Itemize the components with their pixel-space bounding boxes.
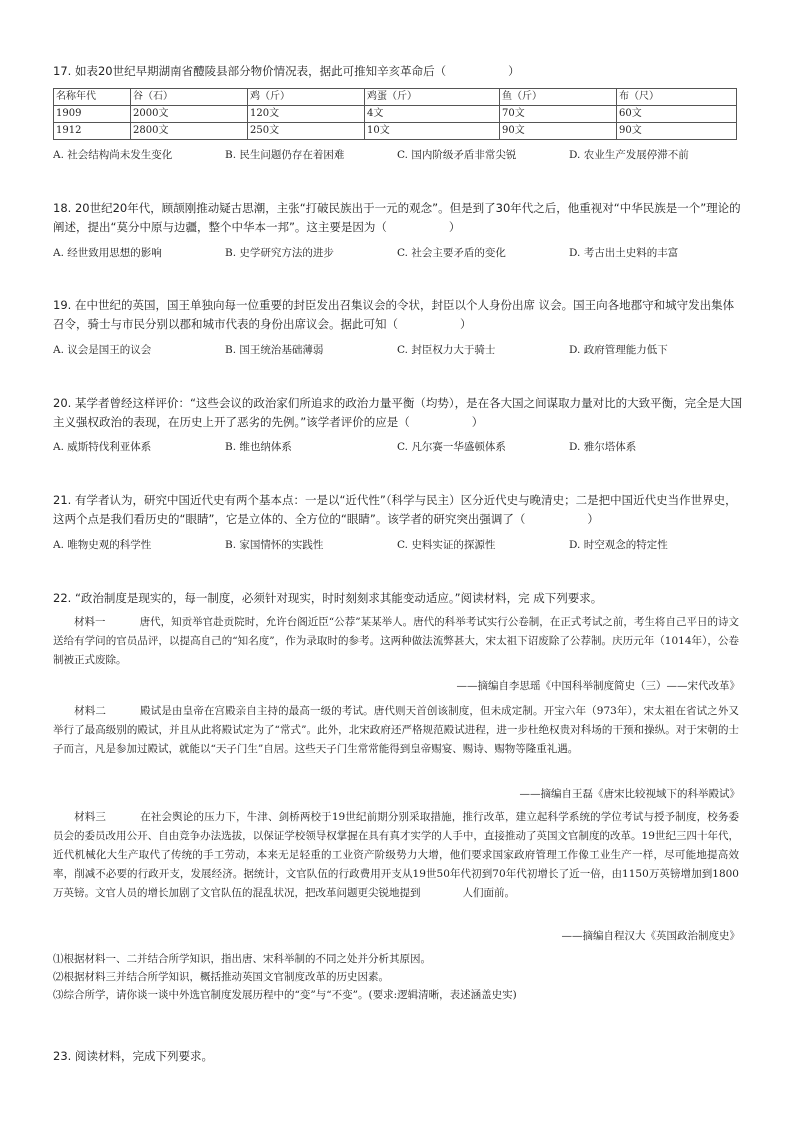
material-1-source: ——摘编自李思瑶《中国科举制度简史（三）——宋代改革》 <box>456 680 740 692</box>
table-cell: 4文 <box>365 106 500 123</box>
option-d[interactable]: D. 农业生产发展停滞不前 <box>569 149 689 161</box>
option-c[interactable]: C. 社会主要矛盾的变化 <box>397 247 506 259</box>
option-a[interactable]: A. 唯物史观的科学性 <box>53 539 152 551</box>
option-d[interactable]: D. 考古出土史料的丰富 <box>569 247 679 259</box>
table-cell: 90文 <box>500 123 617 140</box>
material-2-text: 殿试是由皇帝在宫殿亲自主持的最高一级的考试。唐代则天首创该制度，但未成定制。开宝六年（973年），宋太祖在省试之外又举行了最高级别的殿试，并且从此将殿试定为了“常式”。此外，北宋政府还严格规范殿试进程，进一步杜绝权贵对科场的干预和操纵。对于宋朝的士子而言，凡是参加过殿试，就能以“天子门生”自居。这些天子门生常常能得到皇帝赐宴、赐诗、赐物等隆重礼遇。 <box>53 705 739 755</box>
option-b[interactable]: B. 国王统治基础薄弱 <box>225 344 324 356</box>
question-21-options <box>53 537 743 552</box>
option-d[interactable]: D. 政府管理能力低下 <box>569 344 668 356</box>
material-3-text: 在社会舆论的压力下，牛津、剑桥两校于19世纪前期分别采取措施，推行改革，建立起科学系统的学位考试与授予制度，校务委员会的委员改用公开、自由竞争办法选拔，以保证学校领导权掌握在具有真才实学的人手中，直接推动了英国文官制度的改革。19世纪三四十年代，近代机械化大生产取代了传统的手工劳动，本来无足轻重的工业资产阶级势力大增，他们要求国家政府管理工作像工业生产一样，尽可能地提高效率，削减不必要的行政开支，发展经济。据统计，文官队伍的行政费用开支从19世50年代初到70年代初增长了近一倍，由1150万英镑增加到1800万英镑。文官人员的增长加剧了文官队伍的混乱状况，把改革问题更尖锐地提到 <box>53 811 740 899</box>
table-header-cell: 鸡蛋（斤） <box>365 89 500 106</box>
question-22-stem: 22. “政治制度是现实的，每一制度，必须针对现实，时时刻刻求其能变动适应。”阅读材料，完 成下列要求。 <box>53 591 603 605</box>
table-cell: 2000文 <box>131 106 248 123</box>
sub-question-1: ⑴根据材料一、二并结合所学知识，指出唐、宋科举制的不同之处并分析其原因。 <box>53 953 431 965</box>
option-d[interactable]: D. 时空观念的特定性 <box>569 539 668 551</box>
material-3: 材料三 在社会舆论的压力下，牛津、剑桥两校于19世纪前期分别采取措施，推行改革，建立起科学系统的学位考试与授予制度，校务委员会的委员改用公开、自由竞争办法选拔，以保证学校领导权掌握在具有真才实学的人手中，直接推动了英国文官制度的改革。19世纪三四十年代，近代机械化大生产取代了传统的手工劳动，本来无足轻重的工业资产阶级势力大增，他们要求国家政府管理工作像工业生产一样，尽可能地提高效率，削减不必要的行政开支，发展经济。据统计，文官队伍的行政费用开支从19世50年代初到70年代初增长了近一倍，由1150万英镑增加到1800万英镑。文官人员的增长加剧了文官队伍的混乱状况，把改革问题更尖锐地提到 人们面前。 <box>53 811 740 899</box>
question-20-stem: 20. 某学者曾经这样评价：“这些会议的政治家们所追求的政治力量平衡（均势），是在各大国之间谋取力量对比的大致平衡，完全是大国主义强权政治的表现，在历史上开了恶劣的先例。”该学者评价的应是（ ） <box>53 396 743 429</box>
sub-question-2: ⑵根据材料三并结合所学知识，概括推动英国文官制度改革的历史因素。 <box>53 971 389 983</box>
question-23-stem: 23. 阅读材料，完成下列要求。 <box>53 1049 213 1063</box>
option-a[interactable]: A. 经世致用思想的影响 <box>53 247 162 259</box>
table-header-row <box>54 89 737 106</box>
material-2-source: ——摘编自王磊《唐宋比较视域下的科举殿试》 <box>519 788 740 800</box>
question-20-options <box>53 439 743 454</box>
option-b[interactable]: B. 家国情怀的实践性 <box>225 539 324 551</box>
table-cell: 10文 <box>365 123 500 140</box>
table-cell: 1909 <box>54 106 131 123</box>
question-17-stem: 17. 如表20世纪早期湖南省醴陵县部分物价情况表，据此可推知辛亥革命后（ ） <box>53 64 520 78</box>
option-b[interactable]: B. 史学研究方法的进步 <box>225 247 334 259</box>
option-a[interactable]: A. 威斯特伐利亚体系 <box>53 441 152 453</box>
table-cell: 250文 <box>248 123 365 140</box>
table-cell: 1912 <box>54 123 131 140</box>
material-2-label: 材料二 <box>74 705 106 717</box>
table-header-cell: 鱼（斤） <box>500 89 617 106</box>
material-3-source: ——摘编自程汉大《英国政治制度史》 <box>561 930 740 942</box>
question-19-stem: 19. 在中世纪的英国，国王单独向每一位重要的封臣发出召集议会的令状，封臣以个人身份出席 议会。国王向各地郡守和城守发出集体召令，骑士与市民分别以郡和城市代表的身份出席议会。据此可知（ ） <box>53 298 735 331</box>
table-header-cell: 鸡（斤） <box>248 89 365 106</box>
option-c[interactable]: C. 封臣权力大于骑士 <box>397 344 496 356</box>
price-table <box>53 88 737 140</box>
table-header-cell: 布（尺） <box>617 89 737 106</box>
table-row <box>54 123 737 140</box>
table-cell: 70文 <box>500 106 617 123</box>
table-cell: 2800文 <box>131 123 248 140</box>
material-3-label: 材料三 <box>74 811 107 823</box>
option-a[interactable]: A. 社会结构尚未发生变化 <box>53 149 173 161</box>
table-cell: 120文 <box>248 106 365 123</box>
option-c[interactable]: C. 凡尔赛一华盛顿体系 <box>397 441 506 453</box>
question-19-options <box>53 342 743 357</box>
material-2 <box>53 702 739 759</box>
table-cell: 60文 <box>617 106 737 123</box>
material-1 <box>53 613 739 670</box>
option-a[interactable]: A. 议会是国王的议会 <box>53 344 152 356</box>
question-18-stem: 18. 20世纪20年代，顾颉刚推动疑古思潮，主张“打破民族出于一元的观念”。但是到了30年代之后，他重视对“中华民族是一个”理论的阐述，提出“莫分中原与边疆，整个中华本一邦”。这主要是因为（ ） <box>53 201 741 234</box>
question-17-options <box>53 147 743 162</box>
table-header-cell: 谷（石） <box>131 89 248 106</box>
option-c[interactable]: C. 国内阶级矛盾非常尖锐 <box>397 149 517 161</box>
table-cell: 90文 <box>617 123 737 140</box>
table-row <box>54 106 737 123</box>
material-1-text: 唐代，知贡举官赴贡院时，允许台阁近臣“公荐”某某举人。唐代的科举考试实行公卷制，在正式考试之前，考生将自己平日的诗文送给有学问的官员品评，以提高自己的“知名度”，作为录取时的参考。这两种做法流弊甚大，宋太祖下诏废除了公荐制。庆历元年（1014年），公卷制被正式废除。 <box>53 616 740 666</box>
option-d[interactable]: D. 雅尔塔体系 <box>569 441 637 453</box>
option-b[interactable]: B. 维也纳体系 <box>225 441 292 453</box>
question-21-stem: 21. 有学者认为，研究中国近代史有两个基本点：一是以“近代性”（科学与民主）区分近代史与晚清史；二是把中国近代史当作世界史，这两个点是我们看历史的“眼睛”，它是立体的、全方位的“眼睛”。该学者的研究突出强调了（ ） <box>53 493 737 526</box>
material-1-label: 材料一 <box>74 616 106 628</box>
sub-question-3: ⑶综合所学，请你谈一谈中外选官制度发展历程中的“变”与“不变”。(要求:逻辑清晰，表述涵盖史实) <box>53 989 517 1001</box>
option-c[interactable]: C. 史料实证的探源性 <box>397 539 496 551</box>
option-b[interactable]: B. 民生问题仍存在着困难 <box>225 149 345 161</box>
question-18-options <box>53 245 743 260</box>
table-header-cell: 名称年代 <box>54 89 131 106</box>
